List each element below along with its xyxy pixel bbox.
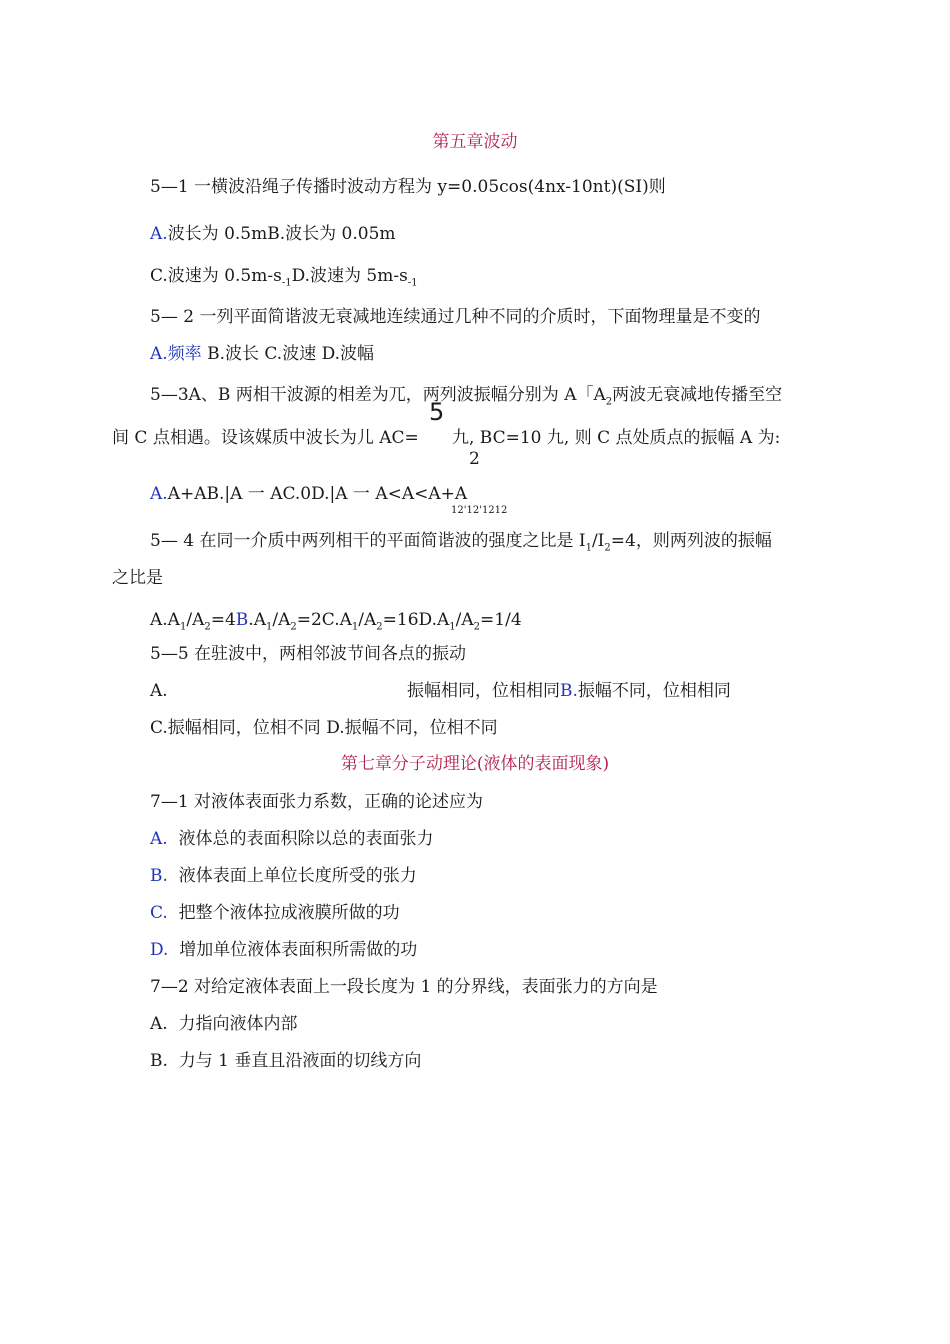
option-text: .A [248, 610, 266, 630]
subscript: 1 [351, 621, 359, 633]
option-letter: C. [150, 903, 168, 923]
stem-text: /I [591, 531, 605, 551]
question-5-5-options-ab [407, 680, 731, 702]
fraction-numerator: 5 [429, 398, 445, 426]
option-text: 频率 [167, 344, 202, 364]
option-text: =16D.A [382, 610, 450, 630]
question-7-1-option-a [150, 828, 434, 850]
subscript: 2 [605, 396, 613, 408]
option-text: =4 [210, 610, 236, 630]
question-7-1-option-d [150, 939, 417, 961]
option-text: 波长为 0.5mB.波长为 0.05m [167, 224, 396, 244]
option-letter: A. [150, 484, 168, 504]
option-text: A+AB.|A 一 AC.0D.|A 一 A<A<A+A [167, 484, 468, 504]
subscript: 2 [290, 621, 297, 633]
option-text: 液体表面上单位长度所受的张力 [178, 866, 417, 886]
option-text: 液体总的表面积除以总的表面张力 [178, 829, 434, 849]
question-5-1-options-ab [150, 223, 396, 245]
option-text: 振幅不同，位相相同 [577, 681, 731, 701]
option-text: B.波长 C.波速 D.波幅 [201, 344, 375, 364]
option-letter: A. [150, 829, 168, 849]
question-5-4-stem-line2: 之比是 [112, 568, 163, 588]
option-text: 力指向液体内部 [178, 1014, 298, 1034]
question-5-4-options [150, 609, 522, 638]
subscript: 1 [449, 621, 456, 633]
question-7-2-option-a [150, 1013, 298, 1035]
question-5-5-option-a-letter: A. [150, 681, 168, 701]
option-text: C.波速为 0.5m-s [150, 266, 282, 286]
question-5-5-stem: 5—5 在驻波中，两相邻波节间各点的振动 [150, 644, 467, 664]
option-text: 增加单位液体表面积所需做的功 [179, 940, 418, 960]
stem-text: 5— 4 在同一介质中两列相干的平面简谐波的强度之比是 I [150, 531, 586, 551]
question-7-1-stem: 7—1 对液体表面张力系数，正确的论述应为 [150, 792, 484, 812]
subscript: 2 [473, 621, 481, 633]
option-text: 把整个液体拉成液膜所做的功 [178, 903, 400, 923]
question-5-3-stem-line2-left: 间 C 点相遇。设该媒质中波长为儿 AC= [112, 428, 419, 448]
stem-text: 5—3A、B 两相干波源的相差为兀，两列波振幅分别为 A「A [150, 385, 606, 405]
option-letter: B. [560, 681, 578, 701]
subscript: 2 [376, 621, 383, 633]
option-text: /A [358, 610, 377, 630]
question-5-3-stem-line2-right: 九, BC=10 九, 则 C 点处质点的振幅 A 为: [452, 428, 781, 448]
option-letter: B. [150, 866, 168, 886]
question-5-3-options [150, 483, 467, 505]
question-5-2-stem: 5— 2 一列平面简谐波无衰减地连续通过几种不同的介质时，下面物理量是不变的 [150, 307, 761, 327]
subscript: 1 [265, 621, 273, 633]
option-text: 振幅相同，位相相同 [407, 681, 560, 701]
stem-text: =4，则两列波的振幅 [610, 531, 772, 551]
question-5-1-options-cd [150, 265, 418, 294]
stem-text: 两波无衰减地传播至空 [612, 385, 783, 405]
subscript: -1 [281, 277, 292, 289]
chapter-7-title: 第七章分子动理论(液体的表面现象) [340, 754, 610, 774]
option-subscripts: 12'12'1212 [451, 505, 508, 516]
option-letter: B. [150, 1051, 168, 1071]
option-text: =1/4 [480, 610, 522, 630]
question-7-1-option-c [150, 902, 400, 924]
option-letter: A. [150, 344, 168, 364]
subscript: 1 [179, 621, 187, 633]
option-letter: A. [150, 224, 168, 244]
question-5-4-stem-line1 [150, 530, 772, 559]
option-letter: A. [150, 1014, 168, 1034]
question-5-2-options [150, 343, 374, 365]
option-text: =2C.A [296, 610, 352, 630]
question-7-2-option-b [150, 1050, 421, 1072]
fraction-denominator: 2 [469, 449, 480, 469]
question-7-1-option-b [150, 865, 417, 887]
question-7-2-stem: 7—2 对给定液体表面上一段长度为 1 的分界线，表面张力的方向是 [150, 977, 658, 997]
option-text: /A [186, 610, 205, 630]
question-5-3-stem-line1 [150, 384, 782, 413]
option-text: A.A [150, 610, 180, 630]
question-5-1-stem: 5—1 一横波沿绳子传播时波动方程为 y=0.05cos(4nx-10nt)(SI)则 [150, 177, 666, 197]
option-text: /A [272, 610, 291, 630]
option-text: /A [455, 610, 474, 630]
option-letter: B [235, 610, 249, 630]
option-text: D.波速为 5m-s [291, 266, 408, 286]
option-letter: D. [150, 940, 169, 960]
chapter-5-title: 第五章波动 [432, 132, 518, 152]
question-5-5-options-cd: C.振幅相同，位相不同 D.振幅不同，位相不同 [150, 718, 498, 738]
subscript: 1 [585, 542, 592, 554]
subscript: -1 [407, 277, 418, 289]
option-text: 力与 1 垂直且沿液面的切线方向 [178, 1051, 422, 1071]
subscript: 2 [204, 621, 211, 633]
subscript: 2 [604, 542, 611, 554]
